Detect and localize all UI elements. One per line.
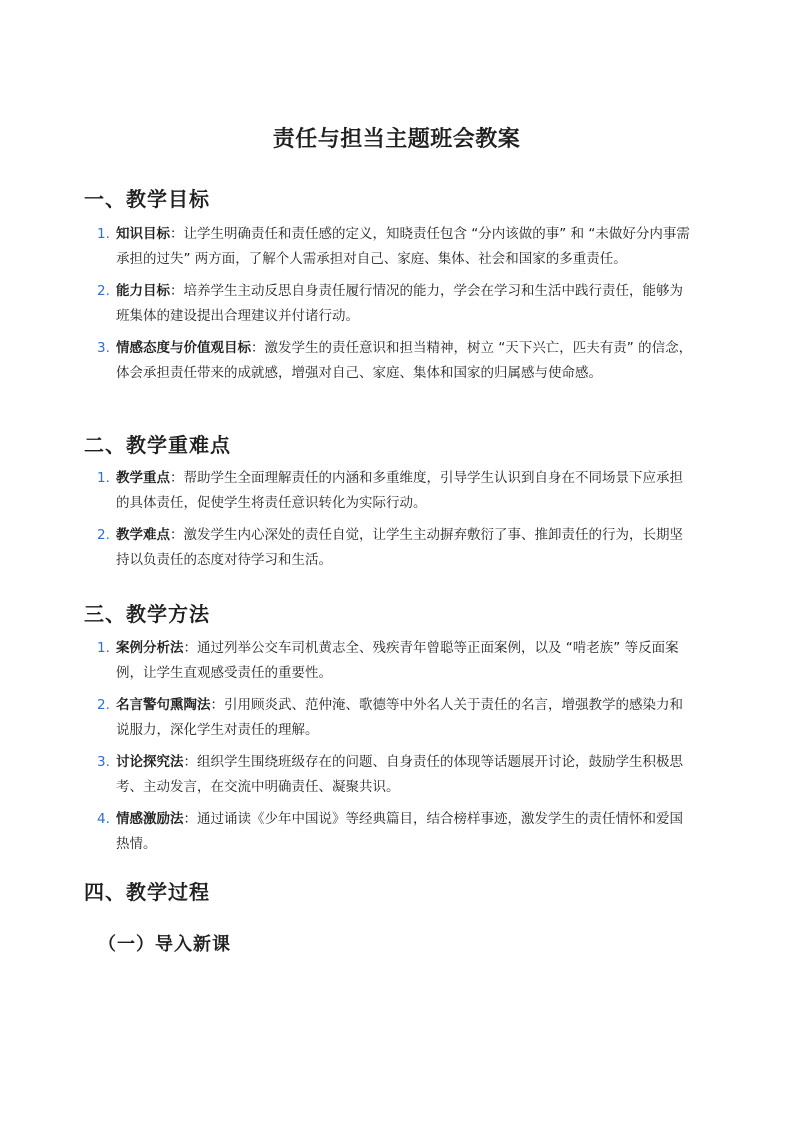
list-number: 2. — [97, 697, 110, 713]
list-item — [0, 466, 696, 516]
section-heading-teaching-methods: 三、教学方法 — [84, 602, 210, 626]
list-number: 2. — [97, 527, 110, 543]
item-text: ：通过诵读《少年中国说》等经典篇目，结合榜样事迹，激发学生的责任情怀和爱国热情。 — [116, 811, 683, 852]
section-heading-key-difficult-points: 二、教学重难点 — [84, 433, 231, 457]
list-number: 3. — [97, 340, 110, 356]
key-points-list — [0, 466, 696, 580]
list-item — [0, 807, 696, 857]
list-number: 1. — [97, 226, 110, 242]
list-number: 1. — [97, 640, 110, 656]
list-item — [0, 693, 696, 743]
subheading-introduction: （一）导入新课 — [98, 934, 231, 955]
item-text: ：通过列举公交车司机黄志全、残疾青年曾聪等正面案例，以及 “啃老族” 等反面案例，让学生直观感受责任的重要性。 — [116, 640, 679, 681]
list-item — [0, 222, 696, 272]
list-item — [0, 636, 696, 686]
list-item — [0, 523, 696, 573]
list-item — [0, 279, 696, 329]
list-number: 2. — [97, 283, 110, 299]
list-item — [0, 336, 696, 386]
item-text: ：培养学生主动反思自身责任履行情况的能力，学会在学习和生活中践行责任，能够为班集体的建设提出合理建议并付诸行动。 — [116, 283, 683, 324]
objectives-list — [0, 222, 696, 393]
item-text: ：让学生明确责任和责任感的定义，知晓责任包含 “分内该做的事” 和 “未做好分内事需承担的过失” 两方面，了解个人需承担对自己、家庭、集体、社会和国家的多重责任。 — [116, 226, 690, 267]
document-title: 责任与担当主题班会教案 — [272, 127, 521, 152]
item-label: 案例分析法 — [116, 640, 184, 656]
item-label: 能力目标 — [116, 283, 170, 299]
methods-list — [0, 636, 696, 864]
item-label: 知识目标 — [116, 226, 170, 242]
item-text: ：激发学生内心深处的责任自觉，让学生主动摒弃敷衍了事、推卸责任的行为，长期坚持以负责任的态度对待学习和生活。 — [116, 527, 683, 568]
section-heading-teaching-process: 四、教学过程 — [84, 880, 210, 904]
item-label: 讨论探究法 — [116, 754, 184, 770]
section-heading-teaching-objectives: 一、教学目标 — [84, 187, 210, 211]
item-text: ：激发学生的责任意识和担当精神，树立 “天下兴亡，匹夫有责” 的信念，体会承担责任带来的成就感，增强对自己、家庭、集体和国家的归属感与使命感。 — [116, 340, 693, 381]
item-label: 名言警句熏陶法 — [116, 697, 211, 713]
item-label: 教学重点 — [116, 470, 170, 486]
list-number: 4. — [97, 811, 110, 827]
item-label: 情感态度与价值观目标 — [116, 340, 251, 356]
item-text: ：引用顾炎武、范仲淹、歌德等中外名人关于责任的名言，增强教学的感染力和说服力，深化学生对责任的理解。 — [116, 697, 683, 738]
list-number: 3. — [97, 754, 110, 770]
item-text: ：组织学生围绕班级存在的问题、自身责任的体现等话题展开讨论，鼓励学生积极思考、主动发言，在交流中明确责任、凝聚共识。 — [116, 754, 683, 795]
item-label: 教学难点 — [116, 527, 170, 543]
list-item — [0, 750, 696, 800]
item-text: ：帮助学生全面理解责任的内涵和多重维度，引导学生认识到自身在不同场景下应承担的具体责任，促使学生将责任意识转化为实际行动。 — [116, 470, 683, 511]
list-number: 1. — [97, 470, 110, 486]
item-label: 情感激励法 — [116, 811, 184, 827]
